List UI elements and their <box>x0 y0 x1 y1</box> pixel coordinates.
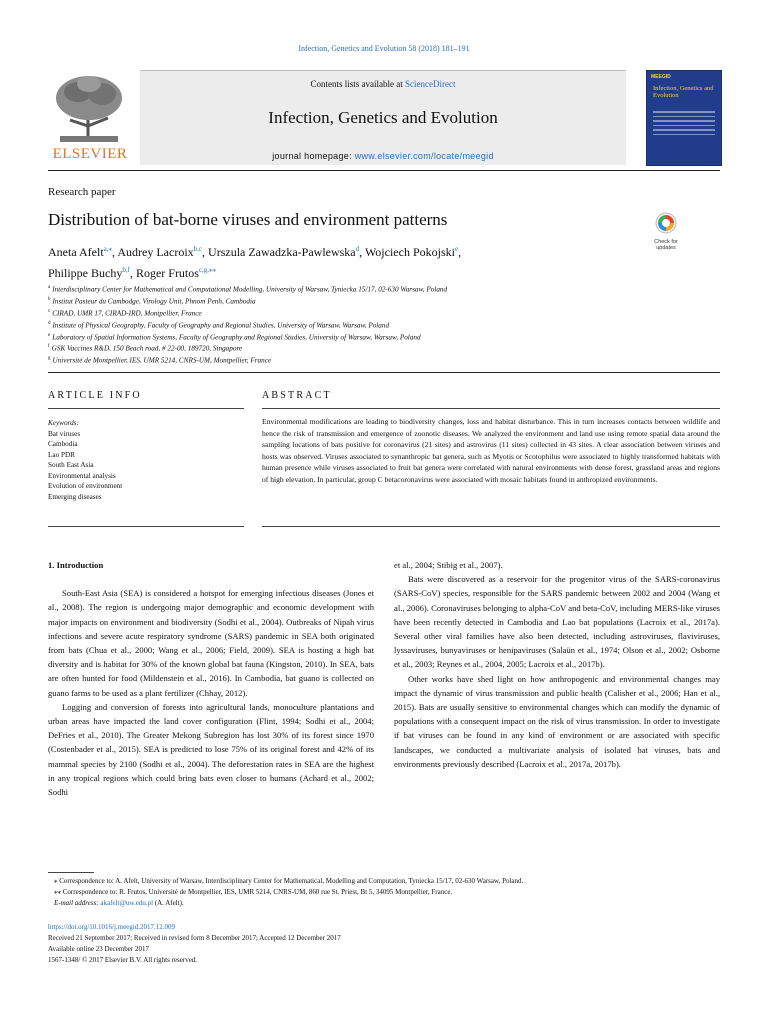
keywords-label: Keywords: <box>48 419 79 427</box>
affiliation-item: $^g$ Université de Montpellier, IES, UMR 5214, CNRS-UM, Montpellier, France <box>48 356 272 365</box>
publication-info <box>48 922 720 966</box>
article-info-heading: ARTICLE INFO <box>48 390 142 401</box>
keyword-item: Lao PDR <box>48 450 75 459</box>
correspondence-footnote: ⁎ Correspondence to: A. Afelt, University of Warsaw, Interdisciplinary Center for Mathematical, Modelling and Computation, Tyniecka 15/17, 02-630 Warsaw, Poland. <box>54 877 524 885</box>
author-name[interactable]: Wojciech Pokojski <box>364 245 455 259</box>
author-name[interactable]: Audrey Lacroix <box>117 245 194 259</box>
author-name[interactable]: Aneta Afelt <box>48 245 104 259</box>
keyword-item: Environmental analysis <box>48 471 116 480</box>
body-paragraph: Bats were discovered as a reservoir for the progenitor virus of the SARS-coronavirus (SARS-CoV) species, responsible for the SARS pandemic between 2002 and 2004 (Wang et al., 2006). Coronaviruses belonging to alpha-CoV and beta-CoV, including MERS-like viruses have been recently detected in Cambodia and Lao bat populations (Lacroix et al., 2017a). Several other viral families have also been detected, including astroviruses, flaviviruses, lyssaviruses, bunyaviruses or henipaviruses (Salaün et al., 1974; Olson et al., 2002; Osborne et al., 2003; Reynes et al., 2004, 2005; Lacroix et al., 2017b). <box>394 574 720 670</box>
section-heading: 1. Introduction <box>48 560 104 570</box>
homepage-link[interactable]: www.elsevier.com/locate/meegid <box>354 151 494 161</box>
affiliation-item: $^b$ Institut Pasteur du Cambodge, Virology Unit, Phnom Penh, Cambodia <box>48 296 256 306</box>
elsevier-logo[interactable] <box>48 70 132 166</box>
elsevier-wordmark: ELSEVIER <box>52 146 128 162</box>
author-name[interactable]: Urszula Zawadzka-Pawlewska <box>208 245 356 259</box>
journal-cover-image[interactable] <box>646 70 722 166</box>
footnote-rule <box>48 872 94 873</box>
check-for-updates-text: Check for updates <box>654 239 678 251</box>
keyword-item: Emerging diseases <box>48 492 102 501</box>
journal-citation[interactable]: Infection, Genetics and Evolution 58 (2018) 181–191 <box>298 44 470 53</box>
check-for-updates-icon <box>655 212 677 234</box>
body-paragraph: South-East Asia (SEA) is considered a hotspot for emerging infectious diseases (Jones et al., 2008). The region is undergoing major demographic and economic development with major impacts on environment and biodiversity (Sodhi et al., 2004). Outbreaks of Nipah virus infections and severe acute respiratory syndrome (SARS) pandemic in SEA both originated from bats (Chua et al., 2000; Wang et al., 2006; Field, 2009). SEA is hosting a high bat diversity and is habitat for 30% of the known global bat fauna (Kingston, 2010). In SEA, bats are often hunted for food (Mildenstein et al., 2016). In Cambodia, bat guano is collected on guano farms to be used as a plant fertilizer (Chhay, 2012). <box>48 588 374 698</box>
body-paragraph: Logging and conversion of forests into agricultural lands, monoculture plantations and urban areas have impacted the land cover configuration (Flint, 1994; Sodhi et al., 2004; DeFries et al., 2010). The Greater Mekong Subregion has lost 30% of its forest since 1970 (Costenbader et al., 2015). SEA is predicted to lose 75% of its original forest and 42% of its mammal species by 2100 (Sodhi et al., 2004). The deforestation rates in SEA are the highest in any tropical regions which could bring bats even closer to humans (Achard et al., 2002; Sodhi <box>48 701 374 798</box>
copyright-line: 1567-1348/ © 2017 Elsevier B.V. All rights reserved. <box>48 956 198 964</box>
journal-title: Infection, Genetics and Evolution <box>268 108 498 127</box>
check-for-updates-badge[interactable] <box>646 212 686 256</box>
article-type: Research paper <box>48 186 116 198</box>
article-info-rule <box>48 408 244 409</box>
body-column-right <box>394 558 720 771</box>
author-name[interactable]: Philippe Buchy <box>48 266 123 280</box>
cover-title: Infection, Genetics and Evolution <box>653 85 714 100</box>
keyword-item: Bat viruses <box>48 429 81 438</box>
keyword-item: South East Asia <box>48 461 94 469</box>
body-paragraph: Other works have shed light on how anthropogenic and environmental changes may impact the dynamic of virus transmission and public health (Calisher et al., 2006; Han et al., 2015). Bats are usually sensitive to environmental changes which can modify the dynamic of populations with a consequent impact on the risk of virus transmission. In order to investigate if bat viruses can be found in any kind of environment or are associated with specific landscapes, we conducted a multivariate analysis of isolated bat viruses, bats and environments previously described (Lacroix et al., 2017a, 2017b). <box>394 673 720 769</box>
abstract-bottom-rule <box>262 526 720 527</box>
body-paragraph-continued: et al., 2004; Stibig et al., 2007). <box>394 560 503 570</box>
online-date: Available online 23 December 2017 <box>48 945 149 953</box>
keywords-block <box>48 418 244 502</box>
article-title: Distribution of bat-borne viruses and environment patterns <box>48 210 448 229</box>
author-name[interactable]: Roger Frutos <box>135 266 199 280</box>
footnotes <box>48 876 720 909</box>
author-list: Aneta Afelt$^{a,⁎}$, Audrey Lacroix$^{b,c}$, Urszula Zawadzka-Pawlewska$^d$, Wojciech Pokojski$^e$, Philippe Buchy$^{b,f}$, Roger Frutos$^{c,g,⁎⁎}$ <box>48 245 462 280</box>
elsevier-tree-icon <box>52 74 126 144</box>
affiliations-divider <box>48 372 720 373</box>
doi-link[interactable]: https://doi.org/10.1016/j.meegid.2017.12.009 <box>48 923 176 931</box>
affiliation-item: $^f$ GSK Vaccines R&D, 150 Beach road, # 22-00, 189720, Singapore <box>48 344 243 353</box>
email-footnote: E-mail address: akafelt@uw.edu.pl (A. Afelt). <box>54 899 184 907</box>
sciencedirect-link[interactable]: ScienceDirect <box>405 79 456 89</box>
header-divider <box>48 170 720 171</box>
cover-decoration <box>653 111 715 138</box>
affiliation-item: $^e$ Laboratory of Spatial Information Systems, Faculty of Geography and Regional Studies, University of Warsaw, Warsaw, Poland <box>48 332 421 341</box>
keyword-item: Evolution of environment <box>48 482 123 490</box>
cover-tag: MEEGID <box>651 74 671 80</box>
keyword-item: Cambodia <box>48 440 78 448</box>
article-info-bottom-rule <box>48 526 244 527</box>
received-dates: Received 21 September 2017; Received in revised form 8 December 2017; Accepted 12 December 2017 <box>48 934 341 942</box>
affiliation-item: $^c$ CIRAD, UMR 17, CIRAD-IRD, Montpellier, France <box>48 308 202 318</box>
abstract-heading: ABSTRACT <box>262 390 332 401</box>
body-column-left <box>48 558 374 799</box>
abstract-text: Environmental modifications are leading to biodiversity changes, loss and habitat disturbance. This in turn increases contacts between wildlife and hence the risk of transmission and emergence of zoonotic diseases. We analyzed the environment and land use using remote spatial data around the sampling locations of bats positive for coronavirus (21 sites) and astrovirus (11 sites) collected in 43 sites. A clear association between viruses and hosts was observed. Viruses associated to synanthropic bat genera, such as Myotis or Scotophilus were associated to highly transformed habitats with human presence while viruses associated to fruit bat genera were correlated with natural environments with dense forest, grassland areas and regions of high elevation. In particular, group C betacoronavirus were associated with mosaic habitats found in anthropized environments. <box>262 417 720 484</box>
email-link[interactable]: akafelt@uw.edu.pl <box>100 899 154 907</box>
affiliation-item: $^d$ Institute of Physical Geography, Faculty of Geography and Regional Studies, University of Warsaw, Warsaw, Poland <box>48 320 390 330</box>
abstract-rule <box>262 408 720 409</box>
journal-homepage: journal homepage: www.elsevier.com/locate/meegid <box>272 151 494 161</box>
affiliation-item: $^a$ Interdisciplinary Center for Mathematical and Computational Modelling, University of Warsaw, Tyniecka 15/17, 02-630 Warsaw, Poland <box>48 285 448 294</box>
contents-line: Contents lists available at ScienceDirect <box>310 79 456 89</box>
affiliations <box>48 283 668 366</box>
correspondence-footnote: ⁎⁎ Correspondence to: R. Frutos, Université de Montpellier, IES, UMR 5214, CNRS-UM, 860 rue St. Priest, Bt 5, 34095 Montpellier, France. <box>54 888 453 896</box>
